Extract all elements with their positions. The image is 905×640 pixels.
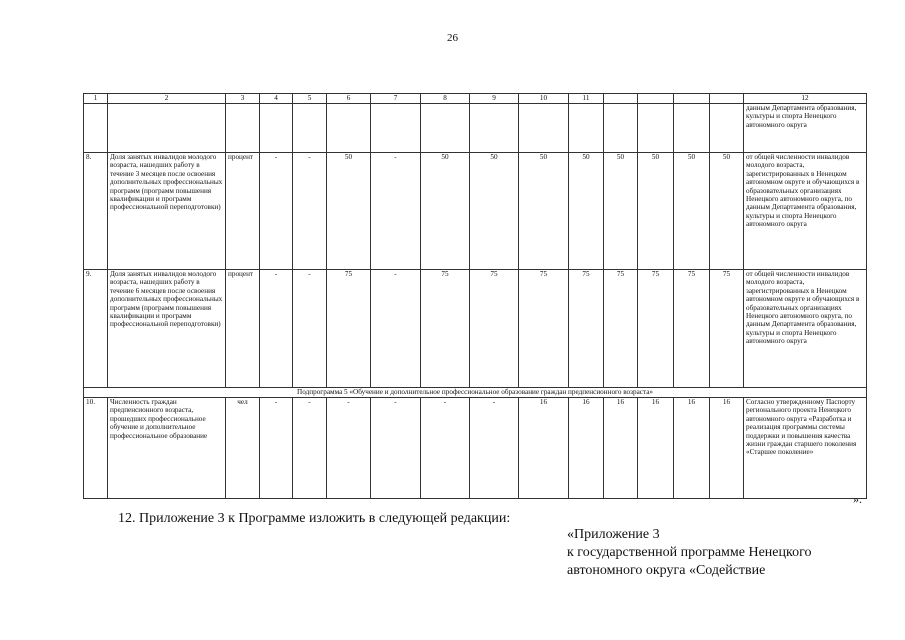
value-cell: 50 xyxy=(421,153,470,270)
indicator-name: Доля занятых инвалидов молодого возраста, нашедших работу в течение 3 месяцев после освоения дополнительных профессиональных программ (программ повышения квалификации и программ профессиональной переподготовки) xyxy=(108,153,226,270)
value-cell: 50 xyxy=(604,153,638,270)
value-cell: 75 xyxy=(710,270,744,388)
header-cell: 1 xyxy=(84,94,108,104)
value-cell: - xyxy=(327,398,371,499)
value-cell: - xyxy=(371,398,421,499)
header-cell xyxy=(674,94,710,104)
value-cell: 50 xyxy=(470,153,519,270)
value-cell: - xyxy=(293,153,327,270)
value-cell: 50 xyxy=(327,153,371,270)
value-cell: 75 xyxy=(519,270,569,388)
value-cell: - xyxy=(260,398,293,499)
header-cell xyxy=(710,94,744,104)
value-cell: 75 xyxy=(421,270,470,388)
header-cell: 11 xyxy=(569,94,604,104)
value-cell: 75 xyxy=(604,270,638,388)
header-cell xyxy=(604,94,638,104)
header-cell: 2 xyxy=(108,94,226,104)
closing-quote: ». xyxy=(853,492,862,506)
header-cell: 12 xyxy=(744,94,867,104)
header-cell: 5 xyxy=(293,94,327,104)
value-cell: 75 xyxy=(638,270,674,388)
table-row xyxy=(84,398,867,499)
value-cell: 50 xyxy=(710,153,744,270)
value-cell: 75 xyxy=(470,270,519,388)
table-row xyxy=(84,153,867,270)
note-cell: Согласно утвержденному Паспорту регионального проекта Ненецкого автономного округа «Разработка и реализация программы системы поддержки и повышения качества жизни граждан старшего поколения «Старшее поколение» xyxy=(744,398,867,499)
value-cell: 75 xyxy=(327,270,371,388)
subprogram-title: Подпрограмма 5 «Обучение и дополнительное профессиональное образование граждан предпенсионного возраста» xyxy=(84,388,867,398)
value-cell: - xyxy=(421,398,470,499)
header-cell: 7 xyxy=(371,94,421,104)
value-cell: - xyxy=(293,270,327,388)
appendix-line: «Приложение 3 xyxy=(567,527,660,542)
value-cell: - xyxy=(260,153,293,270)
unit-cell: процент xyxy=(226,153,260,270)
value-cell: 16 xyxy=(674,398,710,499)
header-cell: 4 xyxy=(260,94,293,104)
row-number: 9. xyxy=(84,270,108,388)
header-cell: 3 xyxy=(226,94,260,104)
header-cell: 10 xyxy=(519,94,569,104)
table-row xyxy=(84,270,867,388)
value-cell: 75 xyxy=(569,270,604,388)
header-cell xyxy=(638,94,674,104)
indicator-name: Доля занятых инвалидов молодого возраста, нашедших работу в течение 6 месяцев после освоения дополнительных профессиональных программ (программ повышения квалификации и программ профессиональной переподготовки) xyxy=(108,270,226,388)
header-cell: 6 xyxy=(327,94,371,104)
indicator-name: Численность граждан предпенсионного возраста, прошедших профессиональное обучение и дополнительное профессиональное образование xyxy=(108,398,226,499)
value-cell: - xyxy=(470,398,519,499)
value-cell: 50 xyxy=(674,153,710,270)
value-cell: 50 xyxy=(569,153,604,270)
value-cell: - xyxy=(260,270,293,388)
value-cell: 16 xyxy=(519,398,569,499)
amendment-paragraph: 12. Приложение 3 к Программе изложить в следующей редакции: xyxy=(118,511,511,526)
appendix-line: к государственной программе Ненецкого xyxy=(567,545,812,560)
value-cell: 50 xyxy=(519,153,569,270)
value-cell: - xyxy=(293,398,327,499)
unit-cell: чел xyxy=(226,398,260,499)
value-cell: 50 xyxy=(638,153,674,270)
value-cell: - xyxy=(371,153,421,270)
value-cell: 16 xyxy=(569,398,604,499)
note-cell: от общей численности инвалидов молодого возраста, зарегистрированных в Ненецком автономном округе и обучающихся в образовательных организациях Ненецкого автономного округа, по данным Департамента образования, культуры и спорта Ненецкого автономного округа xyxy=(744,153,867,270)
value-cell: 16 xyxy=(638,398,674,499)
note-cell: от общей численности инвалидов молодого возраста, зарегистрированных в Ненецком автономном округе и обучающихся в образовательных организациях Ненецкого автономного округа, по данным Департамента образования, культуры и спорта Ненецкого автономного округа xyxy=(744,270,867,388)
value-cell: 75 xyxy=(674,270,710,388)
header-cell: 8 xyxy=(421,94,470,104)
subprogram-row xyxy=(84,388,867,398)
row-number: 10. xyxy=(84,398,108,499)
value-cell: - xyxy=(371,270,421,388)
unit-cell: процент xyxy=(226,270,260,388)
continuation-note: данным Департамента образования, культуры и спорта Ненецкого автономного округа xyxy=(744,104,867,153)
value-cell: 16 xyxy=(710,398,744,499)
page-number: 26 xyxy=(447,32,458,44)
continuation-row xyxy=(84,104,867,153)
row-number: 8. xyxy=(84,153,108,270)
value-cell: 16 xyxy=(604,398,638,499)
appendix-heading xyxy=(567,526,811,580)
header-cell: 9 xyxy=(470,94,519,104)
header-row xyxy=(84,94,867,104)
appendix-line: автономного округа «Содействие xyxy=(567,563,766,578)
indicators-table xyxy=(83,93,867,499)
